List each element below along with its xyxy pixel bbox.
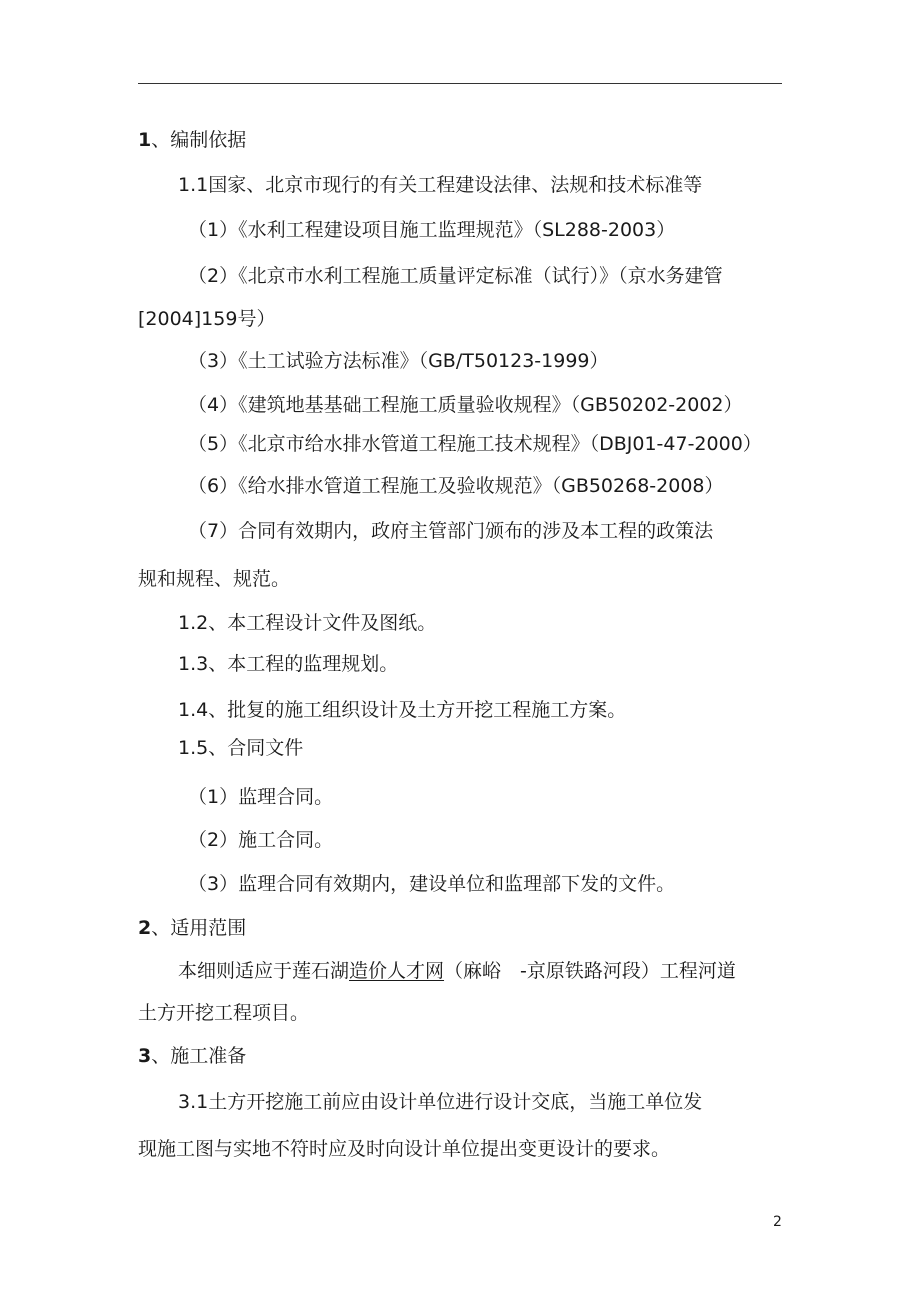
- section-2-heading: [138, 915, 246, 941]
- basis-item-3: （3）《土工试验方法标准》（GB/T50123-1999）: [188, 350, 609, 372]
- clause-1-1: 1.1国家、北京市现行的有关工程建设法律、法规和技术标准等: [178, 174, 703, 196]
- section-1-title: 、编制依据: [151, 129, 247, 151]
- contract-item-2: （2）施工合同。: [188, 829, 334, 851]
- scope-text-b: （麻峪 -京原铁路河段）工程河道: [444, 960, 736, 982]
- section-2-title: 、适用范围: [151, 917, 247, 939]
- contract-item-3: （3）监理合同有效期内，建设单位和监理部下发的文件。: [188, 873, 676, 895]
- scope-link-text[interactable]: 造价人才网: [349, 960, 445, 982]
- clause-3-1-line-2: 现施工图与实地不符时应及时向设计单位提出变更设计的要求。: [138, 1138, 671, 1160]
- clause-1-2: 1.2、本工程设计文件及图纸。: [178, 612, 437, 634]
- section-2-number: 2: [138, 917, 152, 939]
- clause-1-5: 1.5、合同文件: [178, 737, 304, 759]
- section-1-heading: [138, 127, 246, 153]
- basis-item-7-cont: 规和规程、规范。: [138, 568, 291, 590]
- scope-paragraph-line-1: [178, 958, 736, 984]
- clause-1-3: 1.3、本工程的监理规划。: [178, 653, 399, 675]
- header-rule: [138, 83, 782, 84]
- clause-3-1-line-1: 3.1土方开挖施工前应由设计单位进行设计交底，当施工单位发: [178, 1091, 703, 1113]
- basis-item-5: （5）《北京市给水排水管道工程施工技术规程》（DBJ01-47-2000）: [188, 433, 762, 455]
- basis-item-4: （4）《建筑地基基础工程施工质量验收规程》（GB50202-2002）: [188, 394, 743, 416]
- section-3-heading: [138, 1043, 246, 1069]
- basis-item-1: （1）《水利工程建设项目施工监理规范》（SL288-2003）: [188, 219, 676, 241]
- contract-item-1: （1）监理合同。: [188, 786, 334, 808]
- scope-text-a: 本细则适应于莲石湖: [178, 960, 350, 982]
- section-3-title: 、施工准备: [151, 1045, 247, 1067]
- clause-1-4: 1.4、批复的施工组织设计及土方开挖工程施工方案。: [178, 699, 627, 721]
- page-number: 2: [773, 1214, 782, 1230]
- basis-item-7: （7）合同有效期内，政府主管部门颁布的涉及本工程的政策法: [188, 520, 714, 542]
- section-3-number: 3: [138, 1045, 152, 1067]
- basis-item-2-cont: [2004]159号）: [138, 308, 276, 330]
- basis-item-2: （2）《北京市水利工程施工质量评定标准（试行）》（京水务建管: [188, 265, 723, 287]
- basis-item-6: （6）《给水排水管道工程施工及验收规范》（GB50268-2008）: [188, 475, 724, 497]
- section-1-number: 1: [138, 129, 152, 151]
- scope-paragraph-line-2: 土方开挖工程项目。: [138, 1002, 310, 1024]
